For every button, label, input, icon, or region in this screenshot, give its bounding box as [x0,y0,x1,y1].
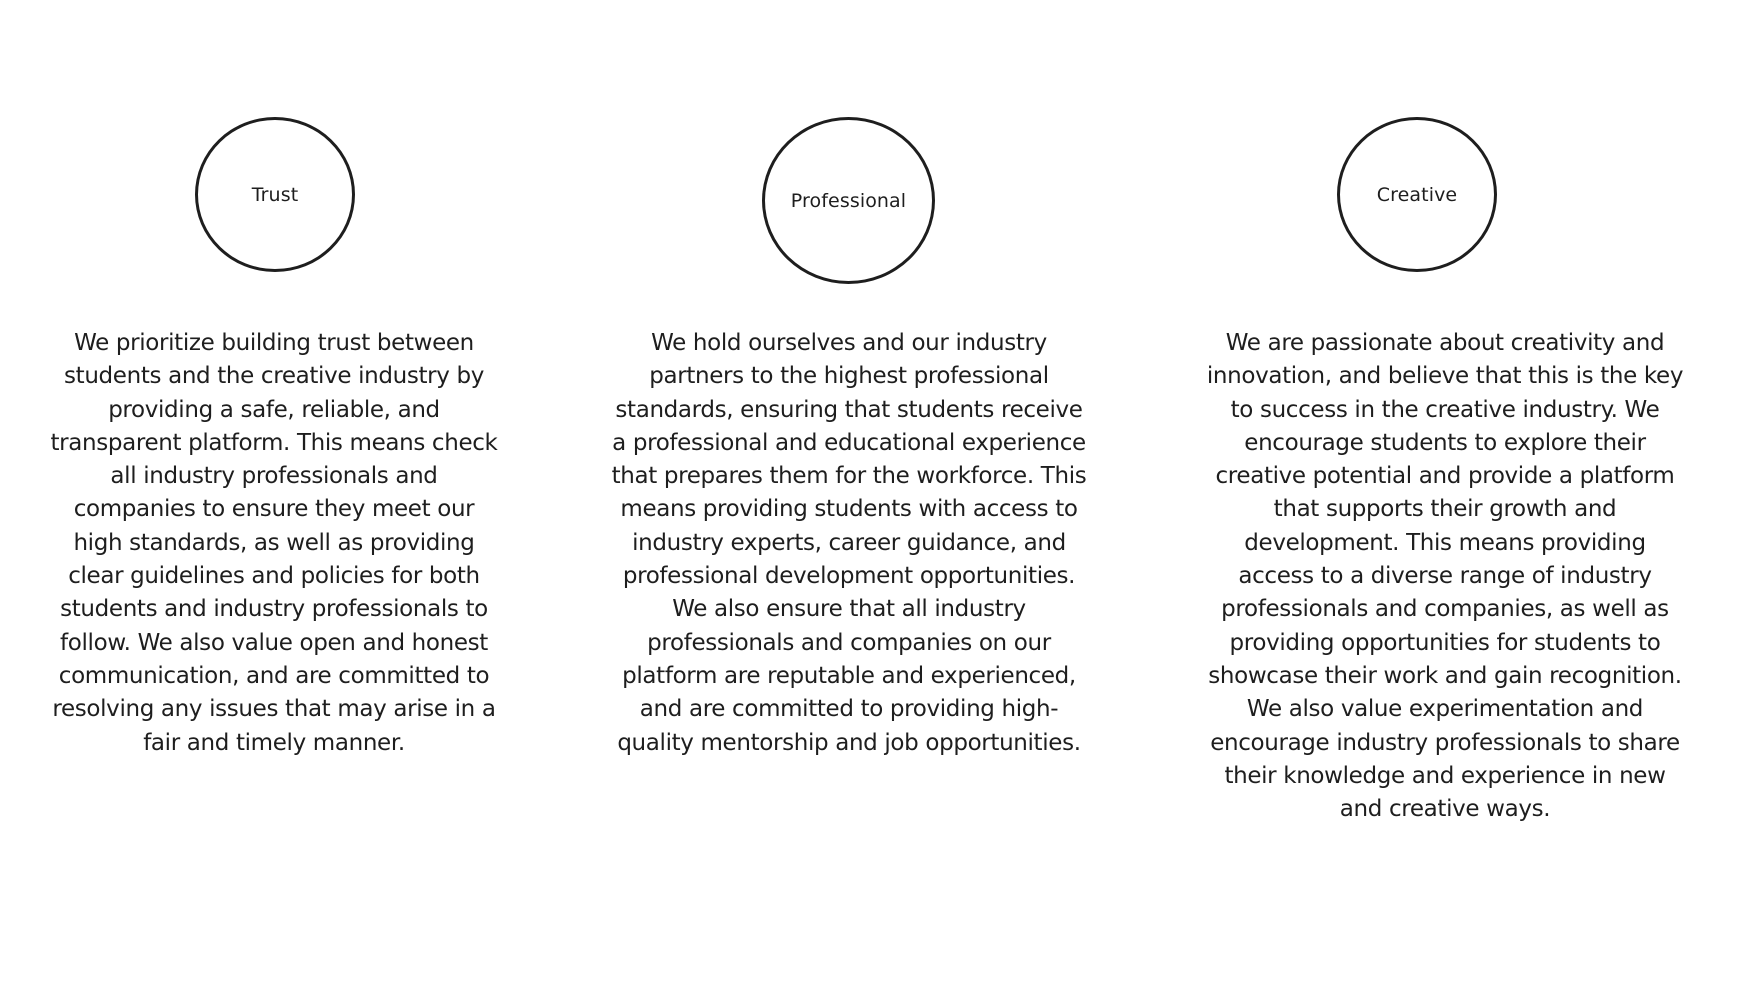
creative-description: We are passionate about creativity and innovation, and believe that this is the key to success in the creative industry. We encourage students to explore their creative potential and provide a platform that supports their growth and development. This means providing access to a diverse range of industry professionals and companies, as well as providing opportunities for students to showcase their work and gain recognition. We also value experimentation and encourage industry professionals to share their knowledge and experience in new and creative ways. [1206,330,1684,823]
creative-circle[interactable] [1337,117,1497,272]
creative-circle-label: Creative [1376,183,1458,206]
professional-description: We hold ourselves and our industry partners to the highest professional standards, ensuring that students receive a professional and educational experience that prepares them for the workforce. This means providing students with access to industry experts, career guidance, and professional development opportunities. We also ensure that all industry professionals and companies on our platform are reputable and experienced, and are committed to providing high-quality mentorship and job opportunities. [611,330,1087,756]
professional-circle[interactable] [762,117,935,284]
professional-circle-label: Professional [790,189,907,212]
trust-circle[interactable] [195,117,355,272]
trust-description: We prioritize building trust between students and the creative industry by providing a safe, reliable, and transparent platform. This means check all industry professionals and companies to ensure they meet our high standards, as well as providing clear guidelines and policies for both students and industry professionals to follow. We also value open and honest communication, and are committed to resolving any issues that may arise in a fair and timely manner. [50,330,498,756]
trust-circle-label: Trust [251,183,299,206]
